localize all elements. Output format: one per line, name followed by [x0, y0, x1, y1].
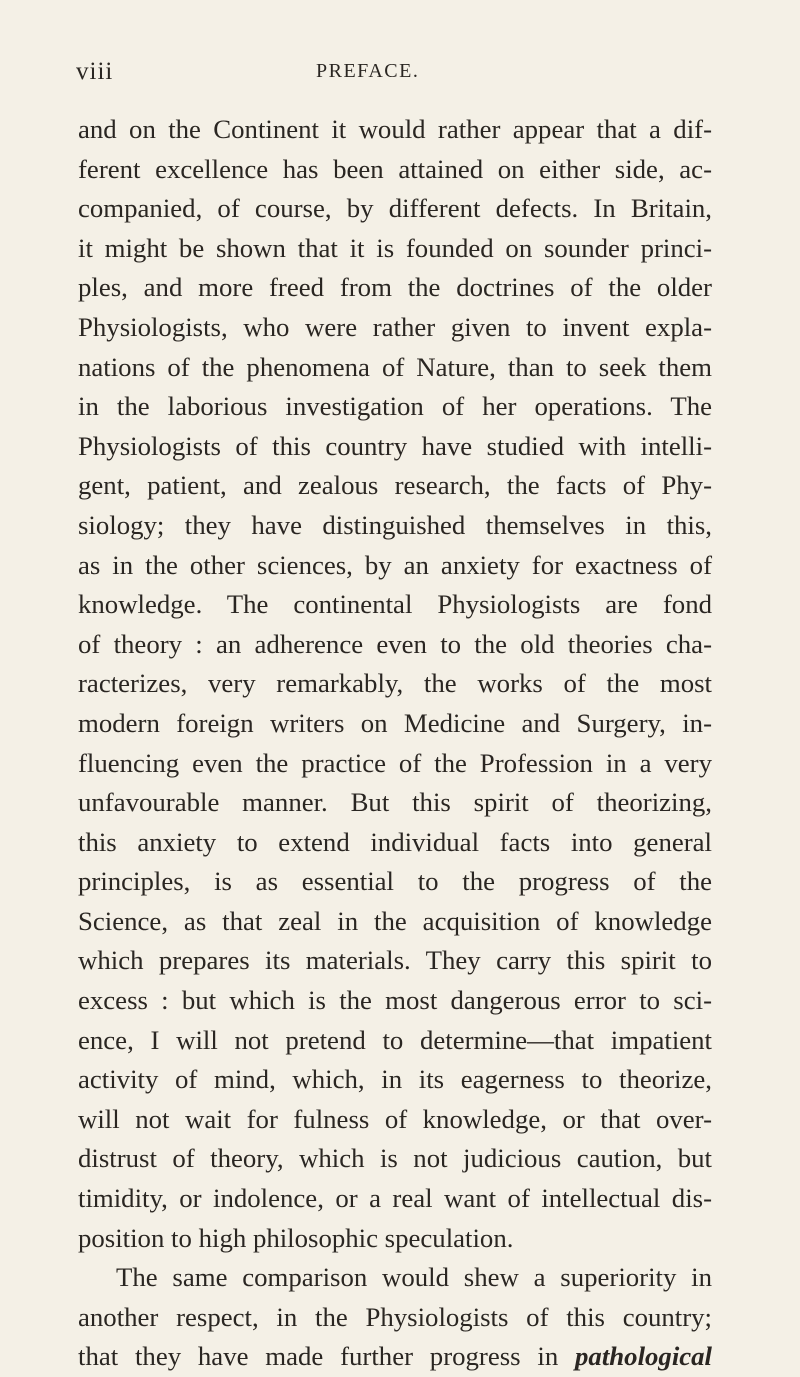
text-line: companied, of course, by different defects. In Britain,: [78, 193, 712, 224]
text-line: which prepares its materials. They carry this spirit to: [78, 945, 712, 976]
text-line: will not wait for fulness of knowledge, or that over-: [78, 1103, 712, 1134]
text-line: fluencing even the practice of the Profession in a very: [78, 747, 712, 778]
text-line: ples, and more freed from the doctrines of the older: [78, 272, 712, 303]
text-line: Science, as that zeal in the acquisition of knowledge: [78, 905, 712, 936]
text-line: racterizes, very remarkably, the works of the most: [78, 668, 712, 699]
italic-emphasis: pathological: [575, 1341, 712, 1372]
body-text: [78, 110, 712, 1377]
text-line: Physiologists, who were rather given to invent expla-: [78, 311, 712, 342]
final-line-text: that they have made further progress in: [78, 1341, 559, 1372]
text-line: Physiologists of this country have studied with intelli-: [78, 430, 712, 461]
text-line: unfavourable manner. But this spirit of theorizing,: [78, 787, 712, 818]
text-line: and on the Continent it would rather appear that a dif-: [78, 114, 712, 144]
text-line: excess : but which is the most dangerous error to sci-: [78, 985, 712, 1016]
text-line: this anxiety to extend individual facts into general: [78, 826, 712, 857]
running-head-title: PREFACE.: [316, 60, 420, 82]
text-line: knowledge. The continental Physiologists are fond: [78, 589, 712, 620]
text-line: of theory : an adherence even to the old theories cha-: [78, 628, 712, 659]
text-line: siology; they have distinguished themselves in this,: [78, 509, 712, 540]
text-line: activity of mind, which, in its eagerness to theorize,: [78, 1064, 712, 1095]
page-number: viii: [76, 58, 114, 85]
text-line: it might be shown that it is founded on sounder princi-: [78, 232, 712, 263]
text-line: another respect, in the Physiologists of this country;: [78, 1301, 712, 1332]
text-line: ence, I will not pretend to determine—that impatient: [78, 1024, 712, 1055]
text-line: ferent excellence has been attained on either side, ac-: [78, 153, 712, 184]
text-line-paragraph-start: The same comparison would shew a superiority in: [116, 1262, 712, 1293]
text-line: in the laborious investigation of her operations. The: [78, 391, 712, 422]
text-line-paragraph-end: position to high philosophic speculation.: [78, 1222, 514, 1253]
text-line: nations of the phenomena of Nature, than to seek them: [78, 351, 712, 382]
text-line: principles, is as essential to the progress of the: [78, 866, 712, 897]
text-line: distrust of theory, which is not judicious caution, but: [78, 1143, 712, 1174]
text-line: modern foreign writers on Medicine and Surgery, in-: [78, 707, 712, 738]
text-line-final: [78, 1337, 712, 1377]
text-line: timidity, or indolence, or a real want of intellectual dis-: [78, 1183, 712, 1214]
running-head: [76, 58, 716, 90]
text-line: gent, patient, and zealous research, the facts of Phy-: [78, 470, 712, 501]
text-line: as in the other sciences, by an anxiety for exactness of: [78, 549, 712, 580]
